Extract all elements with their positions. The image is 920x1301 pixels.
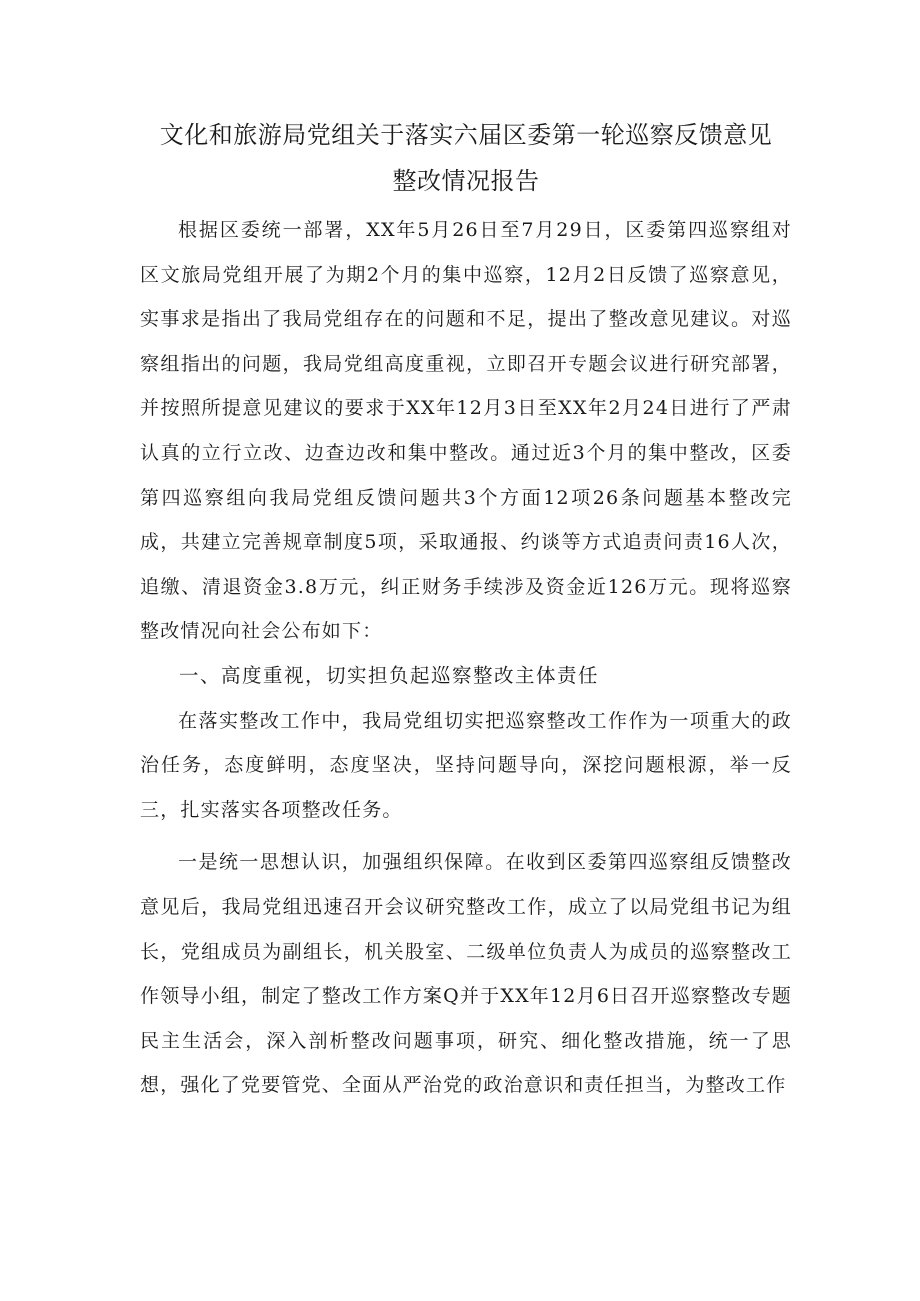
title-line-1: 文化和旅游局党组关于落实六届区委第一轮巡察反馈意见	[159, 121, 773, 149]
intro-paragraph: 根据区委统一部署，XX年5月26日至7月29日，区委第四巡察组对区文旅局党组开展了为期2个月的集中巡察，12月2日反馈了巡察意见，实事求是指出了我局党组存在的问题和不足，提出了整改意见建议。对巡察组指出的问题，我局党组高度重视，立即召开专题会议进行研究部署，并按照所提意见建议的要求于XX年12月3日至XX年2月24日进行了严肃认真的立行立改、边查边改和集中整改。通过近3个月的集中整改，区委第四巡察组向我局党组反馈问题共3个方面12项26条问题基本整改完成，共建立完善规章制度5项，采取通报、约谈等方式追责问责16人次，追缴、清退资金3.8万元，纠正财务手续涉及资金近126万元。现将巡察整改情况向社会公布如下：	[140, 219, 792, 643]
point-1-paragraph: 一是统一思想认识，加强组织保障。在收到区委第四巡察组反馈整改意见后，我局党组迅速召开会议研究整改工作，成立了以局党组书记为组长，党组成员为副组长，机关股室、二级单位负责人为成员的巡察整改工作领导小组，制定了整改工作方案Q并于XX年12月6日召开巡察整改专题民主生活会，深入剖析整改问题事项，研究、细化整改措施，统一了思想，强化了党要管党、全面从严治党的政治意识和责任担当，为整改工作	[140, 851, 792, 1097]
section-1-heading: 一、高度重视，切实担负起巡察整改主体责任	[179, 663, 600, 687]
document-title	[140, 112, 792, 204]
section-1-paragraph: 在落实整改工作中，我局党组切实把巡察整改工作作为一项重大的政治任务，态度鲜明，态度坚决，坚持问题导向，深挖问题根源，举一反三，扎实落实各项整改任务。	[140, 709, 792, 821]
title-line-2: 整改情况报告	[392, 167, 540, 195]
